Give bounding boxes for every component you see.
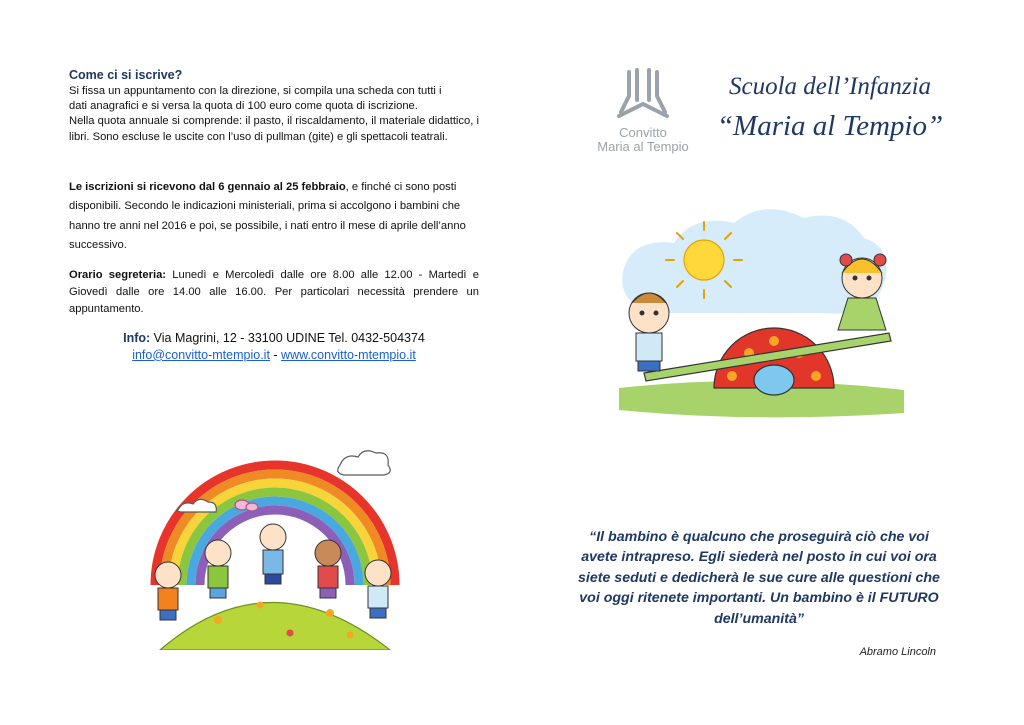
hill [160,603,390,651]
boy-figure [629,293,669,371]
link-separator: - [269,347,282,362]
website-link[interactable]: www.convitto-mtempio.it [281,347,416,362]
school-title [708,72,952,144]
orario-lead: Orario segreteria: [69,268,167,281]
logo-line-2: Maria al Tempio [597,139,689,154]
iscrizioni-lead: Le iscrizioni si ricevono dal 6 gennaio al 25 febbraio [69,180,346,193]
enrollment-heading: Come ci si iscrive? [69,68,183,82]
title-line-2: “Maria al Tempio” [716,110,944,142]
title-line-1: Scuola dell’Infanzia [728,73,932,100]
quote-author: Abramo Lincoln [859,646,936,658]
child-2 [205,540,231,598]
intro-line-2: dati anagrafici e si versa la quota di 100 euro come quota di iscrizione. [69,100,418,113]
lincoln-quote: “Il bambino è qualcuno che proseguirà ciò che voi avete intrapreso. Egli siederà nel posto in cui voi ora siete seduti e dedicherà le sue cure alle questioni che voi oggi ritenete importanti. Un bambino è il FUTURO dell’umanità” [578,529,940,627]
child-3 [260,524,286,584]
iscrizioni-rest: , e finché ci sono posti disponibili. Secondo le indicazioni ministeriali, prima si accolgono i bambini che hanno tre anni nel 2016 e poi, se possibile, i nati entro il mese di aprile dell’anno successivo. [69,180,466,252]
children-seesaw-illustration [604,198,914,423]
info-address: Via Magrini, 12 - 33100 UDINE Tel. 0432-504374 [150,330,425,345]
child-1 [155,562,181,620]
left-column [69,68,479,364]
orario-paragraph [69,267,479,318]
child-5 [365,560,391,618]
quota-paragraph: Nella quota annuale si comprende: il pasto, il riscaldamento, il materiale didattico, i libri. Sono escluse le uscite con l’uso di pullman (gite) e gli spettacoli teatrali. [69,115,479,143]
convitto-logo [583,66,703,160]
orario-rest: Lunedì e Mercoledì dalle ore 8.00 alle 12.00 - Martedì e Giovedì dalle ore 14.00 alle 16.00. Per particolari necessità prendere un appuntamento. [69,268,479,315]
logo-line-1: Convitto [619,125,667,140]
email-link[interactable]: info@convitto-mtempio.it [132,347,270,362]
info-label: Info: [123,330,151,345]
hands-icon [583,66,703,124]
intro-line-1: Si fissa un appuntamento con la direzione, si compila una scheda con tutti i [69,85,442,97]
info-block [69,330,479,364]
iscrizioni-paragraph [69,178,479,256]
children-rainbow-illustration [140,435,412,650]
child-4 [315,540,341,598]
